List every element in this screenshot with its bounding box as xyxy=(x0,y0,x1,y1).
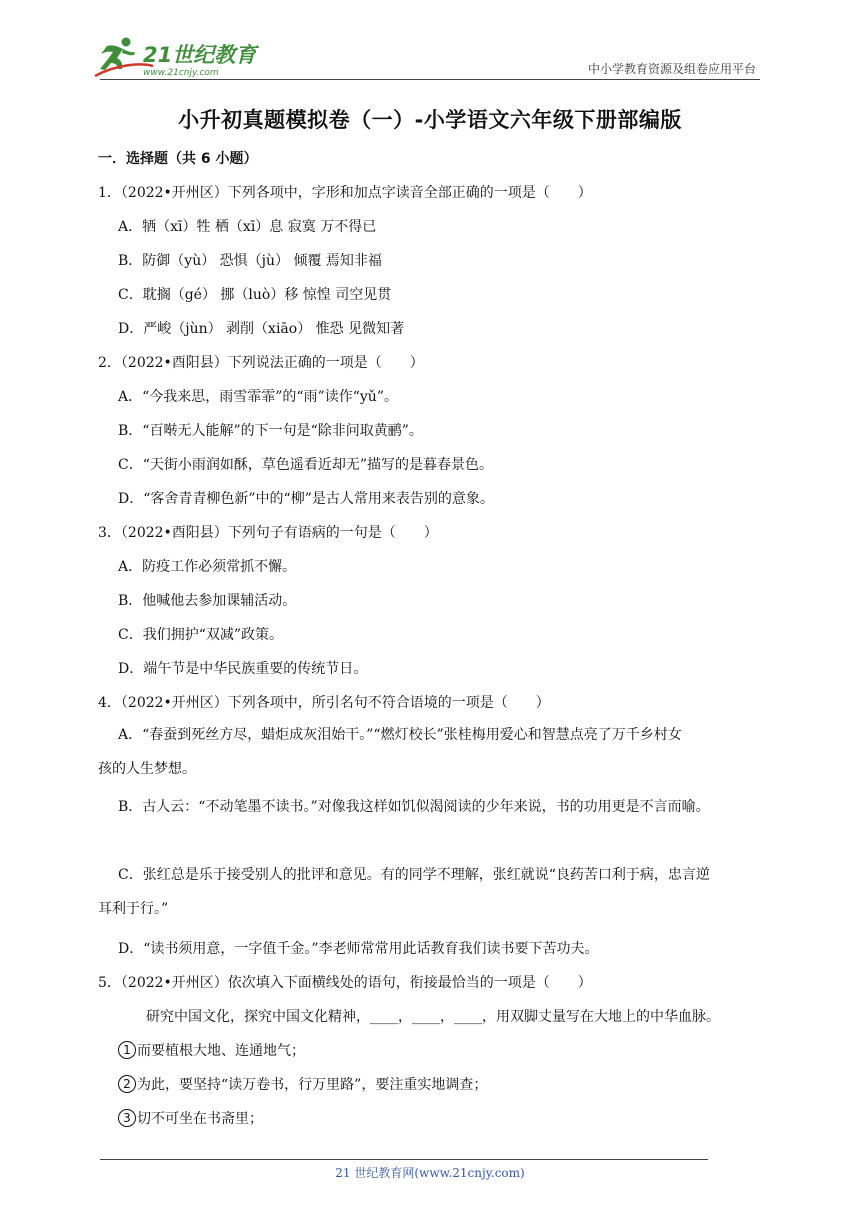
numbered-item xyxy=(98,1074,766,1096)
option: A．“今我来思，雨雪霏霏”的“雨”读作“yǔ”。 xyxy=(118,389,398,405)
site-logo xyxy=(93,36,268,80)
question-stem: 5．（2022•开州区）依次填入下面横线处的语句，衔接最恰当的一项是（ ） xyxy=(98,975,592,991)
passage: 研究中国文化，探究中国文化精神，____，____，____，用双脚丈量写在大地上的中华血脉。 xyxy=(146,1009,720,1025)
footer-link[interactable]: 21 世纪教育网(www.21cnjy.com) xyxy=(335,1166,525,1180)
item-text: 切不可坐在书斋里； xyxy=(137,1111,263,1127)
platform-name: 中小学教育资源及组卷应用平台 xyxy=(587,62,756,76)
circled-number: 3 xyxy=(118,1109,136,1127)
page-header xyxy=(0,0,860,85)
option: B．防御（yù） 恐惧（jù） 倾覆 焉知非福 xyxy=(118,253,382,269)
option: D．端午节是中华民族重要的传统节日。 xyxy=(118,661,368,677)
circled-number: 1 xyxy=(118,1041,136,1059)
option-line: A．“春蚕到死丝方尽，蜡炬成灰泪始干。”“燃灯校长”张桂梅用爱心和智慧点亮了万千乡村女 xyxy=(118,727,682,743)
document-body xyxy=(98,148,766,1130)
footer-divider xyxy=(100,1159,708,1160)
item-text: 而要植根大地、连通地气； xyxy=(137,1043,305,1059)
logo-url: www.21cnjy.com xyxy=(143,68,219,78)
option-b: B．古人云：“不动笔墨不读书。”对像我这样如饥似渴阅读的少年来说，书的功用更是不言而喻。 xyxy=(118,799,710,815)
question-stem: 1．（2022•开州区）下列各项中，字形和加点字读音全部正确的一项是（ ） xyxy=(98,185,592,201)
option: A．防疫工作必须常抓不懈。 xyxy=(118,559,297,575)
option: B．他喊他去参加课辅活动。 xyxy=(118,593,297,609)
option-d: D．“读书须用意，一字值千金。”李老师常常用此话教育我们读书要下苦功夫。 xyxy=(118,941,599,957)
numbered-item xyxy=(98,1040,766,1062)
option: C．“天街小雨润如酥，草色遥看近却无”描写的是暮春景色。 xyxy=(118,457,494,473)
option: D．“客舍青青柳色新”中的“柳”是古人常用来表告别的意象。 xyxy=(118,491,494,507)
item-text: 为此，要坚持“读万卷书，行万里路”，要注重实地调查； xyxy=(137,1077,488,1093)
circled-number: 2 xyxy=(118,1075,136,1093)
question-stem: 2．（2022•酉阳县）下列说法正确的一项是（ ） xyxy=(98,355,424,371)
option: D．严峻（jùn） 剥削（xiāo） 惟恐 见微知著 xyxy=(118,321,405,337)
option: C．耽搁（gé） 挪（luò）移 惊惶 司空见贯 xyxy=(118,287,392,303)
question-stem: 3．（2022•酉阳县）下列句子有语病的一句是（ ） xyxy=(98,525,438,541)
option-a xyxy=(98,718,766,786)
section-heading: 一．选择题（共 6 小题） xyxy=(98,151,258,167)
runner-logo-icon xyxy=(93,36,268,80)
option-c xyxy=(98,858,766,926)
option-line: C．张红总是乐于接受别人的批评和意见。有的同学不理解，张红就说“良药苦口利于病，忠言逆 xyxy=(118,867,710,883)
option: C．我们拥护“双减”政策。 xyxy=(118,627,284,643)
option: B．“百啭无人能解”的下一句是“除非问取黄鹂”。 xyxy=(118,423,423,439)
question-stem: 4．（2022•开州区）下列各项中，所引名句不符合语境的一项是（ ） xyxy=(98,695,550,711)
option: A．牺（xī）牲 栖（xī）息 寂寞 万不得已 xyxy=(118,219,377,235)
option-line: 耳利于行。” xyxy=(98,901,169,917)
document-title: 小升初真题模拟卷（一）-小学语文六年级下册部编版 xyxy=(178,108,682,132)
header-divider xyxy=(100,79,760,80)
logo-text: 21世纪教育 xyxy=(143,43,257,67)
numbered-item xyxy=(98,1108,766,1130)
option-line: 孩的人生梦想。 xyxy=(98,761,196,777)
